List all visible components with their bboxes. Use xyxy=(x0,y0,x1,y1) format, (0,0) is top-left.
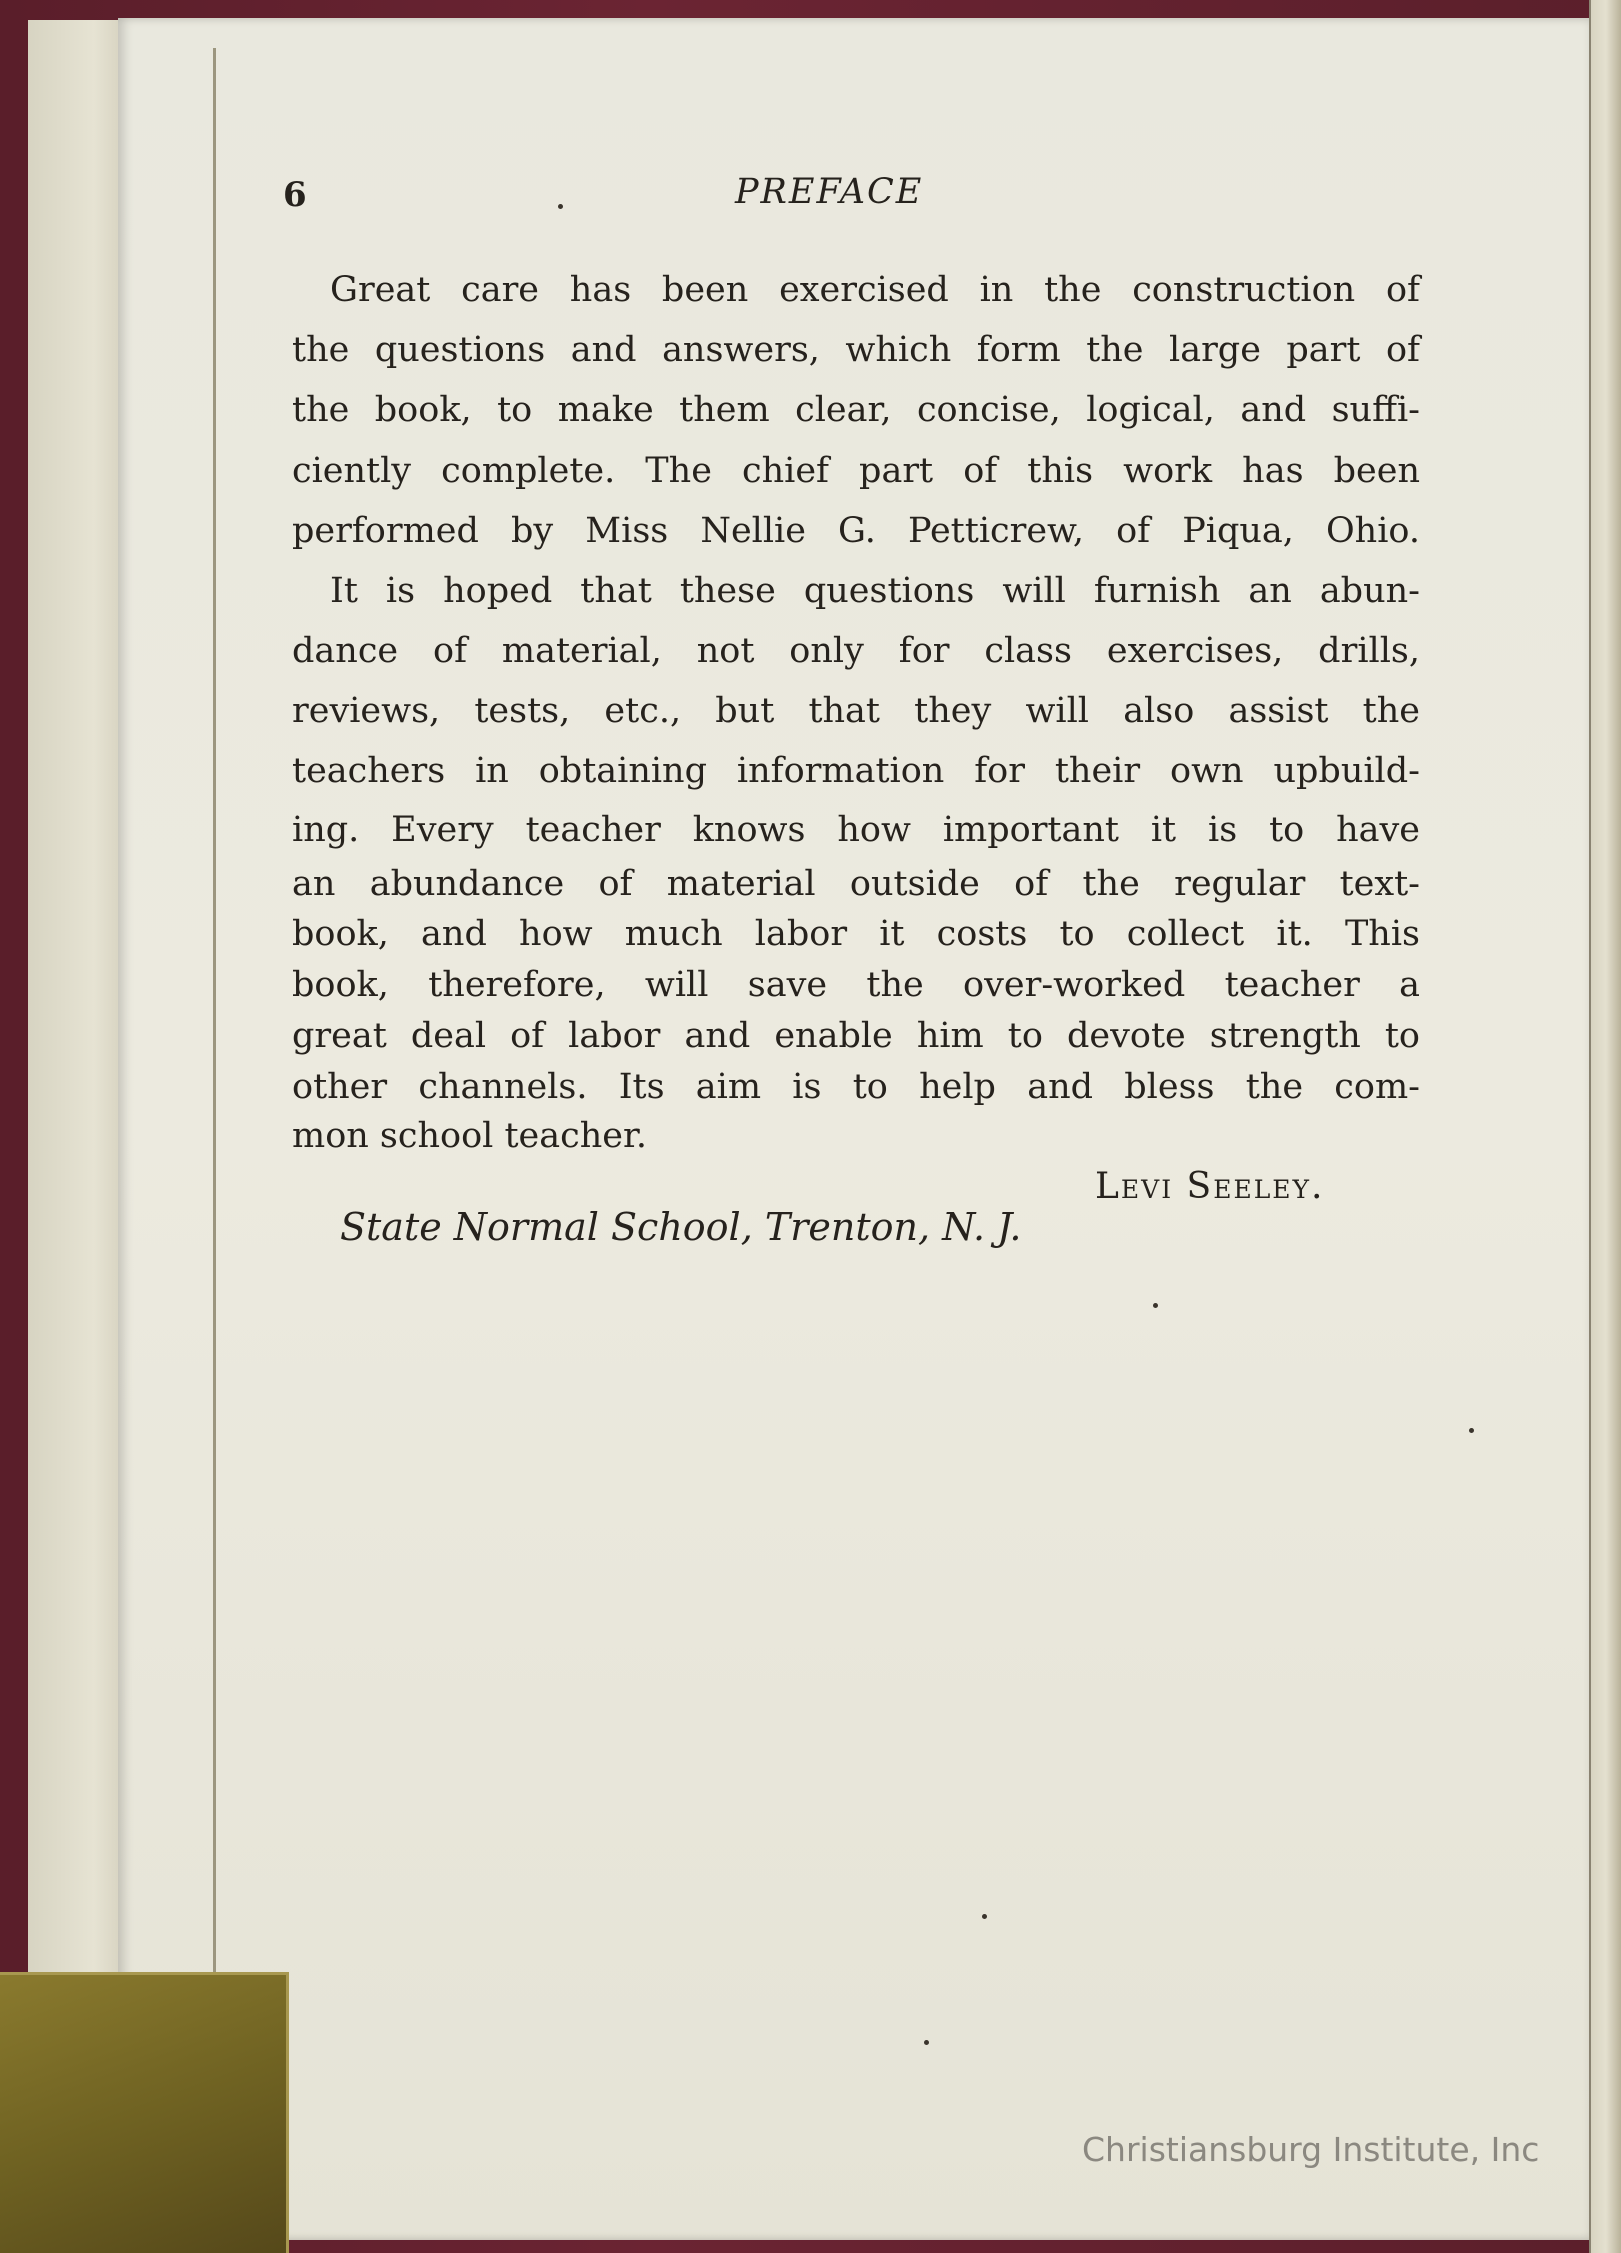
body-line: ciently complete. The chief part of this work has been xyxy=(292,451,1420,491)
body-line: the book, to make them clear, concise, logical, and suffi- xyxy=(292,390,1420,430)
body-line: Great care has been exercised in the construction of xyxy=(330,270,1420,310)
page-number: 6 xyxy=(283,175,307,215)
body-line: performed by Miss Nellie G. Petticrew, of Piqua, Ohio. xyxy=(292,511,1420,551)
body-line: other channels. Its aim is to help and bless the com- xyxy=(292,1067,1420,1107)
body-line: dance of material, not only for class exercises, drills, xyxy=(292,631,1420,671)
body-line: great deal of labor and enable him to devote strength to xyxy=(292,1016,1420,1056)
body-line: reviews, tests, etc., but that they will also assist the xyxy=(292,691,1420,731)
author-location: State Normal School, Trenton, N. J. xyxy=(340,1205,1022,1249)
paper-speck xyxy=(982,1914,987,1919)
gutter-line xyxy=(213,48,216,2228)
right-page-edge xyxy=(1589,0,1621,2253)
gilt-book-corner xyxy=(0,1972,289,2253)
paper-speck xyxy=(1469,1428,1474,1433)
body-line: It is hoped that these questions will furnish an abun- xyxy=(330,571,1420,611)
body-line: the questions and answers, which form the large part of xyxy=(292,330,1420,370)
body-line: book, and how much labor it costs to collect it. This xyxy=(292,914,1420,954)
author-signature: Levi Seeley. xyxy=(1095,1166,1325,1207)
paper-speck xyxy=(924,2040,929,2045)
watermark: Christiansburg Institute, Inc xyxy=(1082,2130,1540,2169)
body-line: teachers in obtaining information for their own upbuild- xyxy=(292,751,1420,791)
body-line: an abundance of material outside of the regular text- xyxy=(292,864,1420,904)
body-line: book, therefore, will save the over-worked teacher a xyxy=(292,965,1420,1005)
paper-speck xyxy=(1153,1303,1158,1308)
paper-speck xyxy=(558,204,563,209)
running-head: PREFACE xyxy=(735,172,924,212)
body-line: ing. Every teacher knows how important it is to have xyxy=(292,810,1420,850)
body-line: mon school teacher. xyxy=(292,1116,648,1156)
